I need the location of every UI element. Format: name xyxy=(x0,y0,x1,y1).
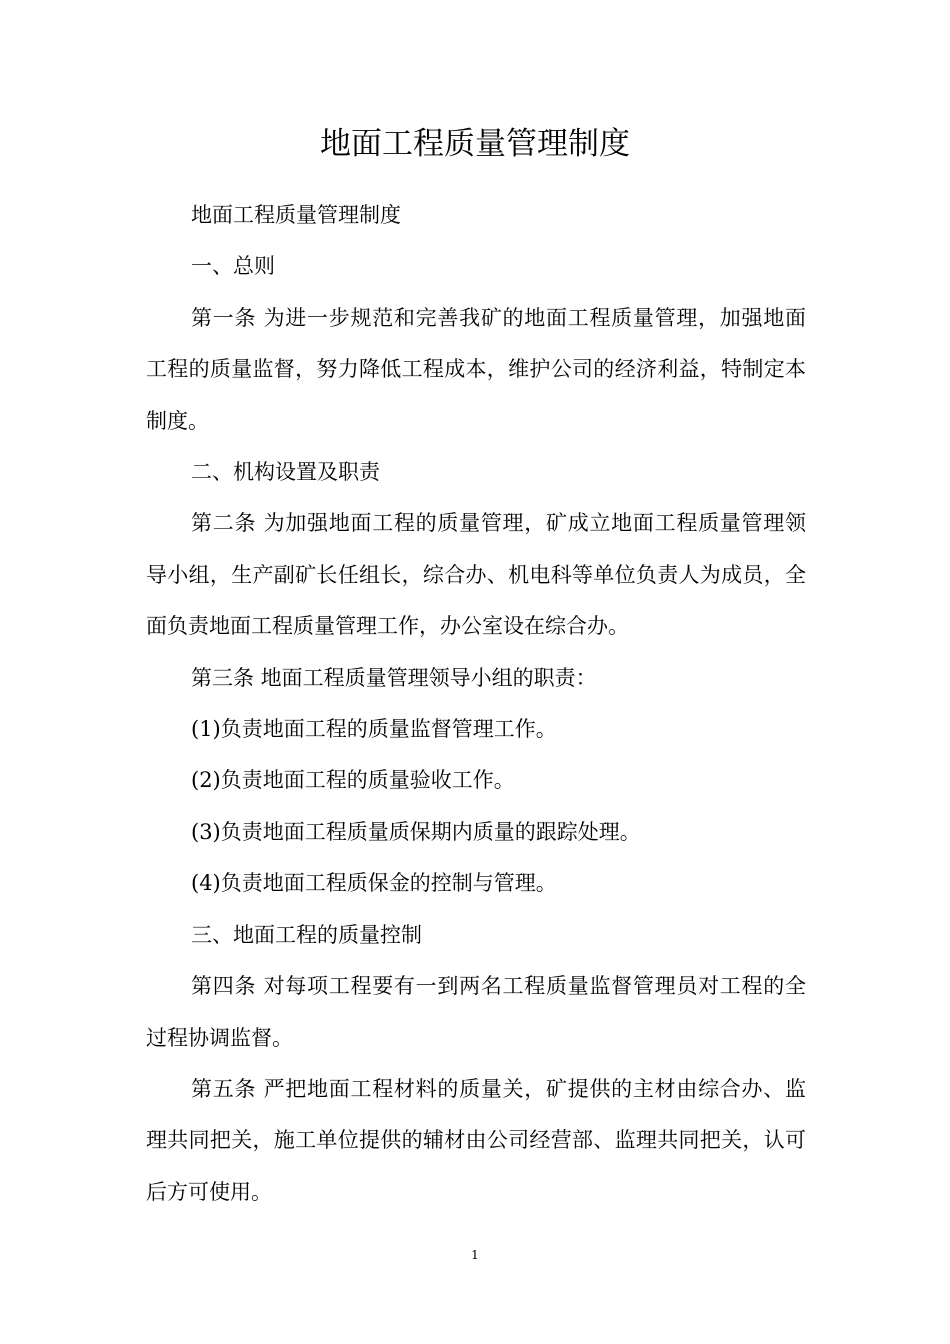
duty-item xyxy=(146,704,806,755)
duty-text: 负责地面工程的质量验收工作。 xyxy=(220,768,515,793)
duty-text: 负责地面工程质量质保期内质量的跟踪处理。 xyxy=(220,819,641,844)
article-5-paragraph: 第五条 严把地面工程材料的质量关，矿提供的主材由综合办、监理共同把关，施工单位提供的辅材由公司经营部、监理共同把关，认可后方可使用。 xyxy=(146,1076,806,1204)
article-1-paragraph: 第一条 为进一步规范和完善我矿的地面工程质量管理，加强地面工程的质量监督，努力降低工程成本，维护公司的经济利益，特制定本制度。 xyxy=(146,305,806,433)
page-number: 1 xyxy=(471,1248,479,1262)
document-body xyxy=(146,190,806,1218)
duty-item xyxy=(146,858,806,909)
article-2-paragraph: 第二条 为加强地面工程的质量管理，矿成立地面工程质量管理领导小组，生产副矿长任组长，综合办、机电科等单位负责人为成员，全面负责地面工程质量管理工作，办公室设在综合办。 xyxy=(146,511,806,639)
subtitle-paragraph: 地面工程质量管理制度 xyxy=(191,203,401,227)
duty-item xyxy=(146,755,806,806)
article-4-paragraph: 第四条 对每项工程要有一到两名工程质量监督管理员对工程的全过程协调监督。 xyxy=(146,974,806,1050)
duty-number: (4) xyxy=(191,871,221,896)
section-heading-general: 一、总则 xyxy=(191,254,275,279)
duty-text: 负责地面工程的质量监督管理工作。 xyxy=(220,717,557,742)
duty-text: 负责地面工程质保金的控制与管理。 xyxy=(220,871,557,896)
section-heading-quality-control: 三、地面工程的质量控制 xyxy=(191,922,422,947)
section-heading-organization: 二、机构设置及职责 xyxy=(191,460,380,485)
article-3-paragraph: 第三条 地面工程质量管理领导小组的职责： xyxy=(191,665,597,690)
duty-number: (2) xyxy=(191,768,221,793)
duty-number: (3) xyxy=(191,819,221,844)
duty-number: (1) xyxy=(191,717,221,742)
duty-item xyxy=(146,807,806,858)
document-title: 地面工程质量管理制度 xyxy=(320,126,630,162)
